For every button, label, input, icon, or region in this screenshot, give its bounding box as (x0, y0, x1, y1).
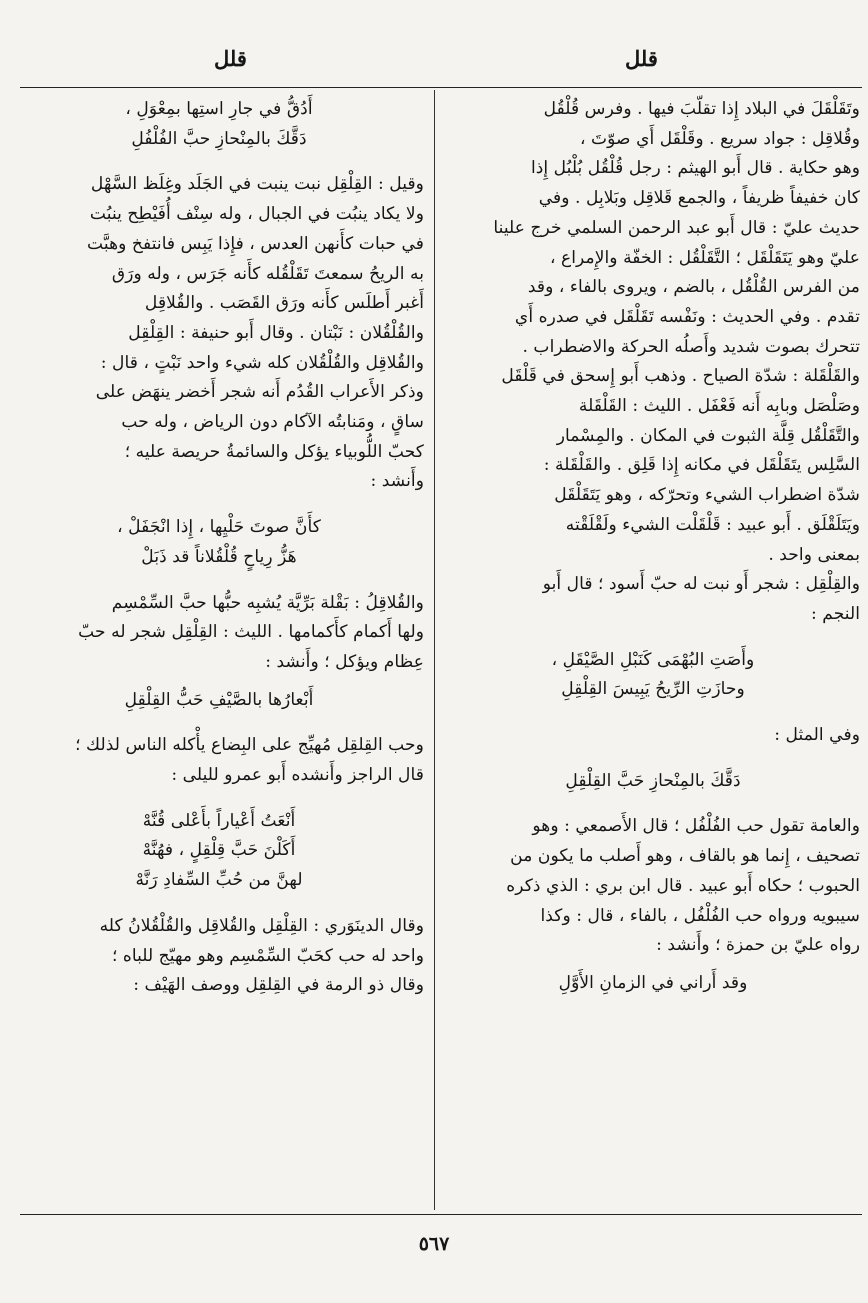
text-line: والقِلْقِل : شجر أَو نبت له حبّ أَسود ؛ قال أَبو (542, 574, 860, 595)
verse-line: دَقَّكَ بالمِنْحازِ حَبَّ القِلْقِلِ (565, 770, 741, 791)
text-line: السَّلِس يتَقَلْقَل في مكانه إِذا قَلِق . والقَلْقَلة : (543, 455, 860, 476)
text-line: رواه عليّ بن حمزة ؛ وأَنشد : (656, 935, 860, 956)
verse-line: وحازَتِ الرِّيحُ يَبِيسَ القِلْقِلِ (561, 679, 745, 700)
header-right-word: قلل (625, 46, 658, 71)
text-line: من الفرس القُلْقُل ، بالضم ، ويروى بالفاء ، وقد (527, 277, 860, 298)
text-line: تقدم . وفي الحديث : ونَفْسه تَقَلْقَل في صدره أَي (514, 306, 860, 327)
text-line: ساقٍ ، ومَنابتُه الآكام دون الرياض ، وله حب (121, 412, 424, 433)
spacer (14, 573, 424, 589)
verse-line: أَنْعَتُ أَعْياراً بأَعْلى قُنَّهْ (142, 810, 296, 831)
right-column (446, 95, 860, 999)
spacer (14, 896, 424, 912)
text-line: عليّ وهو يَتَقَلْقَل ؛ التَّقَلْقُل : الخفّة والإِمراع ، (550, 247, 860, 268)
verse-line: دَقَّكَ بالمِنْحازِ حبَّ الفُلْفُلِ (131, 128, 307, 149)
spacer (446, 630, 860, 646)
spacer (14, 678, 424, 686)
text-line: كحبّ اللُّوبياء يؤكل والسائمةُ حريصة عليه ؛ (124, 441, 424, 462)
text-line: بمعنى واحد . (768, 544, 860, 565)
verse-line: أَدُقُّ في جارِ استِها بمِعْوَلِ ، (125, 99, 313, 119)
text-line: تصحيف ، إِنما هو بالقاف ، وهو أَصلب ما يكون من (510, 846, 860, 867)
text-line: الحبوب ؛ حكاه أَبو عبيد . قال ابن بري : الذي ذكره (506, 875, 860, 896)
text-line: به الريحُ سمعتَ تَقَلْقُله كأَنه جَرَس ، وله ورَق (111, 263, 424, 284)
text-line: وصَلْصَل وبابِه أَنه فَعْفَل . الليث : القَلْقَلة (578, 396, 860, 417)
text-line: واحد له حب كحَبّ السِّمْسِم وهو مهيّج للباه ؛ (111, 945, 424, 966)
footer-rule (20, 1214, 862, 1215)
text-line: قال الراجز وأَنشده أَبو عمرو لليلى : (171, 765, 424, 786)
verse-line: أَبْعارُها بالصَّيْفِ حَبُّ القِلْقِلِ (124, 689, 314, 710)
text-line: والقُلاقِلُ : بَقْلة بَرِّيَّة يُشبِه حبُّها حبَّ السِّمْسِم (111, 592, 424, 613)
spacer (14, 497, 424, 513)
text-line: وأَنشد : (370, 471, 424, 492)
verse-line: وأَصَتِ البُهْمَى كَنَبْلِ الصَّيْقَلِ ، (551, 649, 755, 670)
spacer (14, 791, 424, 807)
text-line: وتَقَلْقَلَ في البلاد إِذا تقلّبَ فيها . وفرس قُلْقُل (543, 99, 860, 119)
text-line: وقال ذو الرمة في القِلقِل ووصف الهَيْف : (133, 975, 424, 996)
header-rule (20, 87, 862, 88)
text-line: كان خفيفاً ظريفاً ، والجمع قَلاقِل وبَلابِل . وفي (538, 188, 860, 209)
text-line: ويَتَلَقْلَق . أَبو عبيد : قَلْقَلْت الشيء ولَقْلَقْته (565, 514, 860, 535)
text-line: سيبويه ورواه حب الفُلْفُل ، بالفاء ، قال : وكذا (540, 905, 860, 926)
spacer (446, 961, 860, 969)
left-column (14, 95, 424, 1001)
text-line: والعامة تقول حب الفُلْفُل ؛ قال الأَصمعي : وهو (532, 816, 860, 837)
verse-line: لهنَّ من حُبِّ السِّفادِ رَنَّهْ (135, 870, 303, 891)
spacer (446, 796, 860, 812)
spacer (14, 154, 424, 170)
text-line: عِظام ويؤكل ؛ وأَنشد : (265, 651, 424, 672)
text-line: والتَّقَلْقُل قِلَّة الثبوت في المكان . والمِسْمار (556, 425, 860, 446)
text-line: ولها أَكمام كأَكمامها . الليث : القِلْقِل شجر له حبّ (78, 622, 424, 643)
text-line: حديث عليّ : قال أَبو عبد الرحمن السلمي خرج علينا (493, 217, 860, 238)
page-number: ٥٦٧ (418, 1233, 450, 1255)
verse-line: كأَنَّ صوتَ حَلْيِها ، إِذا انْجَفَلْ ، (117, 517, 321, 538)
text-line: وقُلاقِل : جواد سريع . وقَلْقَل أَي صوّتَ ، (579, 128, 860, 149)
verse-line: هَزُّ رِياحٍ قُلْقُلاناً قد ذَبَلْ (141, 546, 297, 567)
text-line: وذكر الأَعراب القُدُم أَنه شجر أَخضر ينهَض على (95, 382, 424, 403)
text-line: أَغبر أَطلَس كأَنه ورَق القَصَب . والقُلاقِل (144, 293, 424, 314)
text-line: وقال الدينَوَري : القِلْقِل والقُلاقِل والقُلْقُلانُ كله (99, 915, 424, 936)
text-line: ولا يكاد ينبُت في الجبال ، وله سِنْف أُفَيْطِح ينبُت (89, 204, 424, 225)
verse-line: أَكَلْنَ حَبَّ قِلْقِلٍ ، فهُنَّهْ (142, 840, 296, 861)
text-line: والقُلْقُلان : نَبْتان . وقال أَبو حنيفة : القِلْقِل (128, 322, 424, 343)
text-line: وفي المثل : (774, 725, 860, 746)
text-line: شدّة اضطراب الشيء وتحرّكه ، وهو يَتَقَلْقَل (554, 485, 860, 506)
text-line: وقيل : القِلْقِل نبت ينبت في الجَلَد وغِلَظ السَّهْل (90, 174, 424, 195)
column-divider (434, 90, 435, 1210)
text-line: النجم : (811, 603, 860, 624)
spacer (446, 751, 860, 767)
spacer (14, 715, 424, 731)
text-line: والقُلاقِل والقُلْقُلان كله شيء واحد نَبْتٍ ، قال : (100, 352, 424, 373)
text-line: في حبات كأَنهن العدس ، فإِذا يَبِس فانتفخ وهبَّت (87, 233, 424, 254)
spacer (446, 705, 860, 721)
header-left-word: قلل (214, 46, 247, 71)
text-line: والقَلْقَلة : شدّة الصياح . وذهب أَبو إِسحق في قَلْقَل (501, 366, 860, 387)
text-line: تتحرك بصوت شديد وأَصلُه الحركة والاضطراب . (522, 336, 860, 357)
text-line: وحب القِلقِل مُهيِّج على البِضاع يأْكله الناس لذلك ؛ (75, 735, 424, 756)
text-line: وهو حكاية . قال أَبو الهيثم : رجل قُلْقُل بُلْبُل إِذا (530, 158, 860, 179)
verse-line: وقد أَراني في الزمانِ الأَوَّلِ (558, 972, 748, 993)
